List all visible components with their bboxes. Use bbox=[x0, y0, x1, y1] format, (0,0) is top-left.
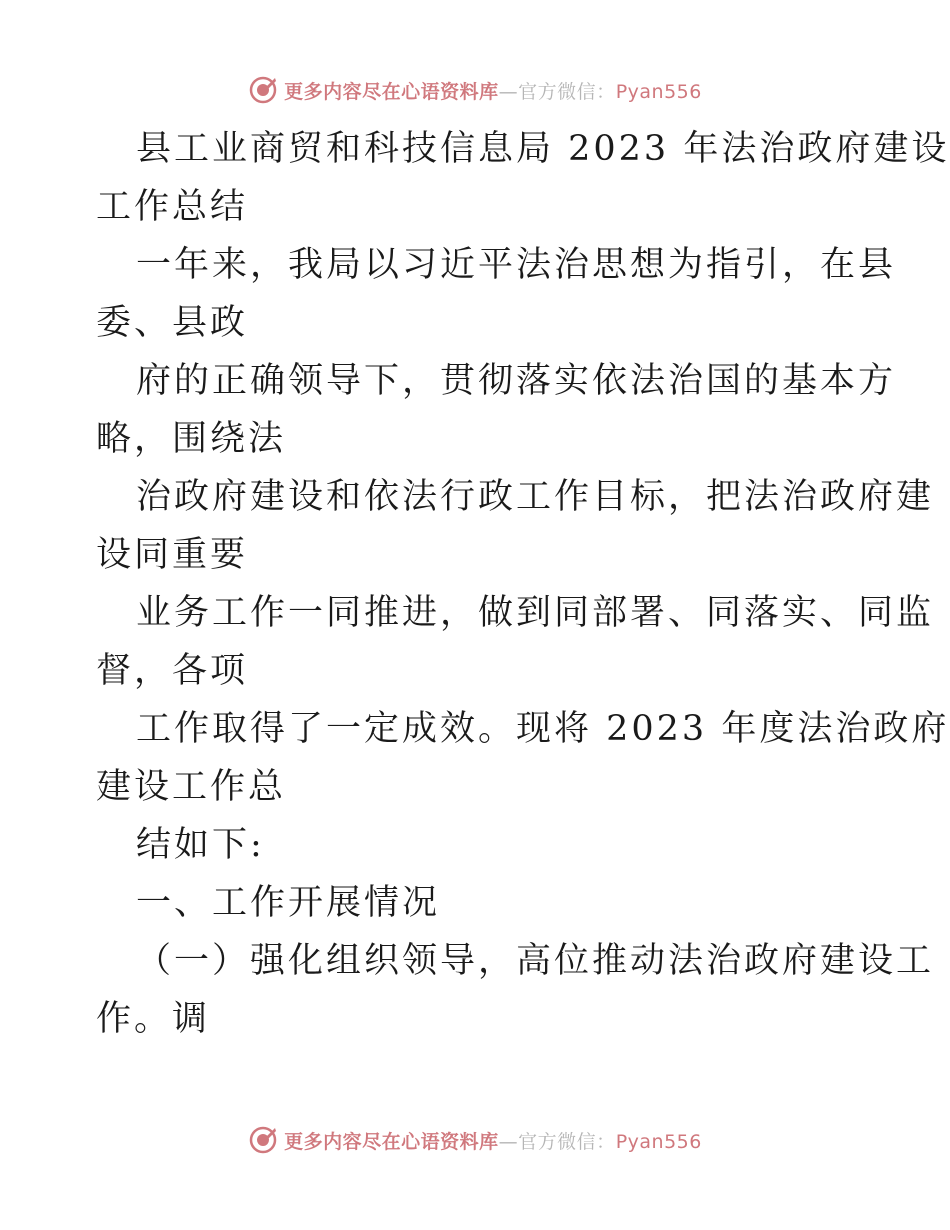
text-line: 治政府建设和依法行政工作目标，把法治政府建 bbox=[136, 477, 935, 517]
text-line: 工作取得了一定成效。现将 2023 年度法治政府 bbox=[136, 709, 950, 749]
watermark-text bbox=[284, 77, 702, 104]
text-line: 府的正确领导下，贯彻落实依法治国的基本方 bbox=[136, 361, 897, 401]
text-line: 督，各项 bbox=[96, 651, 249, 691]
header-watermark bbox=[0, 70, 950, 110]
text-line: 工作总结 bbox=[96, 187, 249, 227]
watermark-brand: 更多内容尽在心语资料库 bbox=[284, 1130, 499, 1153]
text-line: 县工业商贸和科技信息局 2023 年法治政府建设 bbox=[136, 129, 950, 169]
pen-logo-icon bbox=[248, 75, 278, 105]
watermark-inner bbox=[248, 1125, 702, 1155]
text-line: 委、县政 bbox=[96, 303, 249, 343]
text-line: 结如下: bbox=[136, 825, 265, 865]
watermark-brand: 更多内容尽在心语资料库 bbox=[284, 80, 499, 103]
text-line: 一年来，我局以习近平法治思想为指引，在县 bbox=[136, 245, 897, 285]
text-line: 作。调 bbox=[96, 999, 211, 1039]
watermark-label: 官方微信： bbox=[518, 80, 616, 103]
pen-logo-icon bbox=[248, 1125, 278, 1155]
text-line: 设同重要 bbox=[96, 535, 249, 575]
watermark-inner bbox=[248, 75, 702, 105]
watermark-id: Pyan556 bbox=[615, 1130, 702, 1153]
text-line: 业务工作一同推进，做到同部署、同落实、同监 bbox=[136, 593, 935, 633]
text-line: 一、工作开展情况 bbox=[136, 883, 441, 923]
text-line: 建设工作总 bbox=[96, 767, 287, 807]
watermark-id: Pyan556 bbox=[615, 80, 702, 103]
text-line: 略，围绕法 bbox=[96, 419, 287, 459]
watermark-separator: — bbox=[498, 1130, 519, 1153]
watermark-text bbox=[284, 1127, 702, 1154]
text-line: （一）强化组织领导，高位推动法治政府建设工 bbox=[136, 941, 935, 981]
footer-watermark bbox=[0, 1120, 950, 1160]
watermark-separator: — bbox=[498, 80, 519, 103]
document-body bbox=[96, 120, 950, 1048]
watermark-label: 官方微信： bbox=[518, 1130, 616, 1153]
